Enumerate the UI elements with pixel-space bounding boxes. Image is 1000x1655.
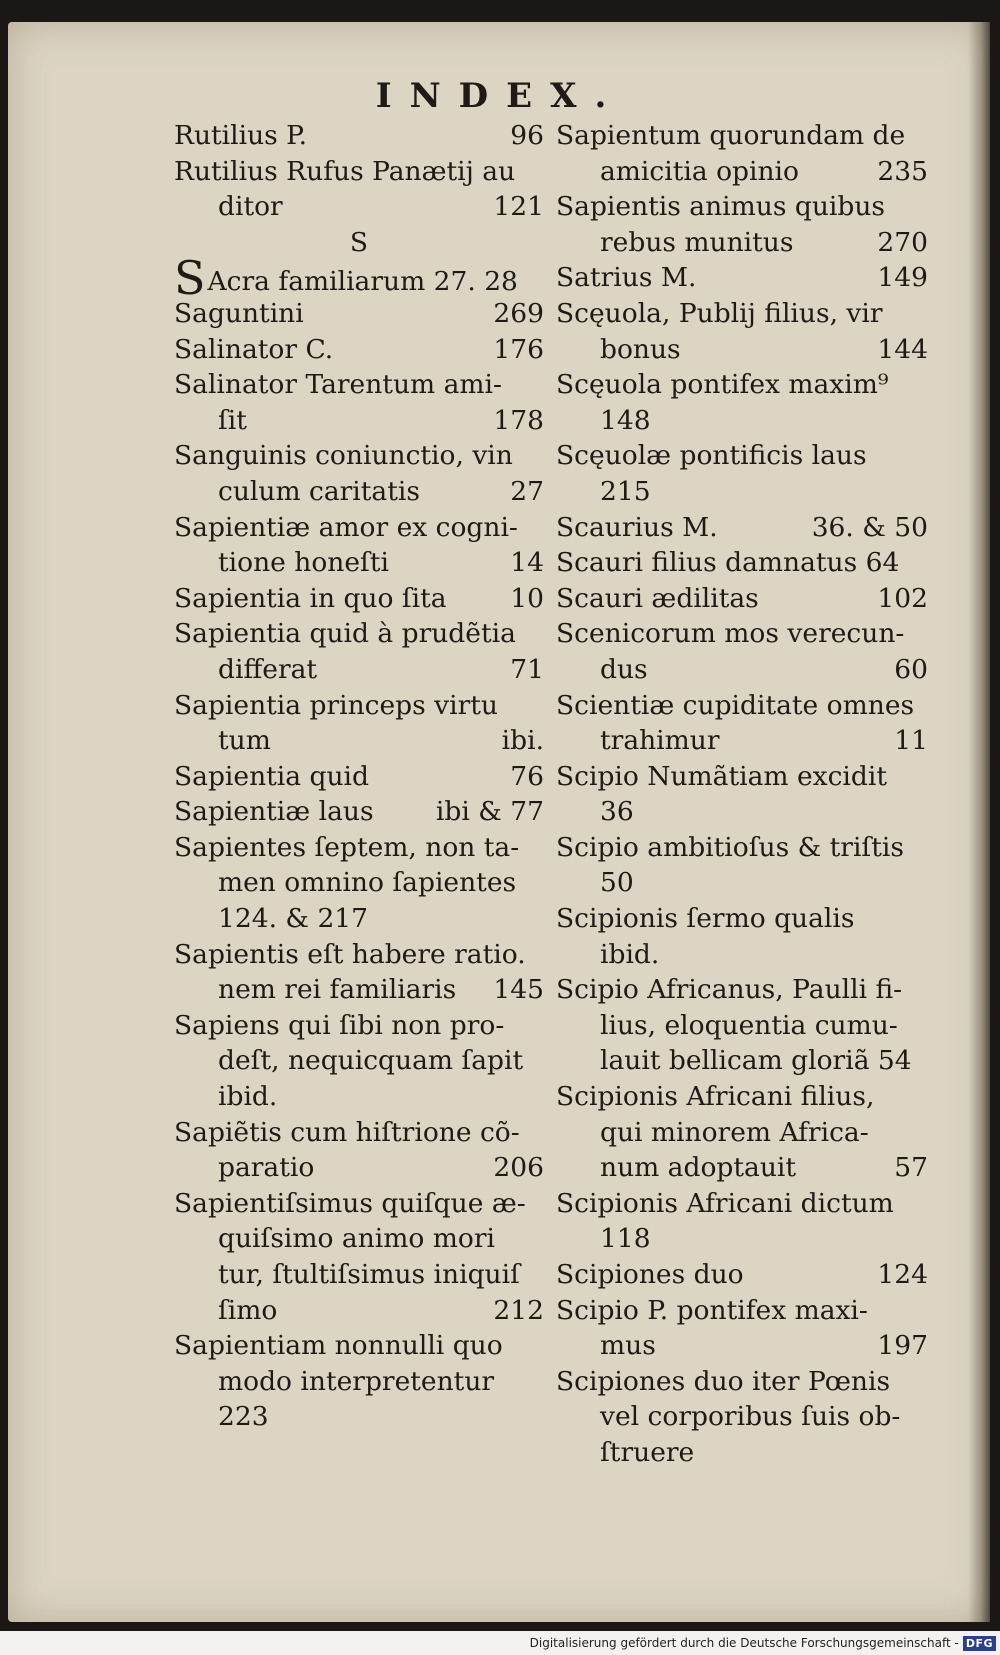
index-line bbox=[174, 652, 544, 688]
page-reference: 149 bbox=[877, 262, 928, 294]
index-line bbox=[556, 225, 928, 261]
index-line bbox=[556, 1043, 928, 1079]
index-entry bbox=[556, 1364, 928, 1471]
index-entry bbox=[556, 581, 928, 617]
index-line bbox=[556, 723, 928, 759]
page-reference: 270 bbox=[877, 226, 928, 258]
index-line bbox=[556, 688, 928, 724]
index-line bbox=[556, 794, 928, 830]
index-line bbox=[556, 972, 928, 1008]
index-term: ibid. bbox=[600, 938, 660, 970]
index-entry bbox=[556, 118, 928, 189]
index-line bbox=[556, 438, 928, 474]
index-line bbox=[556, 759, 928, 795]
index-term: 36 bbox=[600, 796, 634, 828]
page-reference: 144 bbox=[877, 333, 928, 365]
index-term: Sapientia in quo ſita bbox=[174, 582, 447, 614]
index-term: qui minorem Africa- bbox=[600, 1116, 869, 1148]
page-reference: 76 bbox=[510, 760, 544, 792]
index-line bbox=[556, 545, 928, 581]
page-reference: 27 bbox=[510, 475, 544, 507]
index-line bbox=[174, 332, 544, 368]
index-entry bbox=[556, 438, 928, 509]
page-reference: 145 bbox=[493, 974, 544, 1006]
index-line bbox=[556, 1186, 928, 1222]
index-entry bbox=[174, 1115, 544, 1186]
index-entry bbox=[556, 367, 928, 438]
index-line bbox=[174, 972, 544, 1008]
index-term: Sapiens qui ſibi non pro- bbox=[174, 1009, 505, 1041]
index-line bbox=[174, 688, 544, 724]
index-entry bbox=[556, 972, 928, 1079]
index-term: nem rei familiaris bbox=[218, 974, 457, 1006]
index-term: Scipiones duo iter Pœnis bbox=[556, 1365, 891, 1397]
index-line bbox=[174, 937, 544, 973]
index-entry bbox=[174, 332, 544, 368]
index-term: 148 bbox=[600, 404, 651, 436]
page-reference: 36. & 50 bbox=[811, 511, 928, 543]
page-reference: 121 bbox=[493, 191, 544, 223]
drop-cap: S bbox=[174, 251, 206, 306]
index-line bbox=[174, 1293, 544, 1329]
index-entry bbox=[556, 688, 928, 759]
index-term: Sapientum quorundam de bbox=[556, 120, 906, 151]
index-term: men omnino ſapientes bbox=[218, 867, 517, 899]
index-line bbox=[556, 1293, 928, 1329]
index-term: Scipio ambitioſus & triſtis bbox=[556, 831, 904, 863]
index-term bbox=[174, 251, 518, 306]
index-line bbox=[174, 1364, 544, 1400]
index-term: culum caritatis bbox=[218, 475, 420, 507]
index-line bbox=[556, 865, 928, 901]
index-term: Sapientes ſeptem, non ta- bbox=[174, 831, 520, 863]
index-line bbox=[556, 1008, 928, 1044]
index-entry bbox=[174, 616, 544, 687]
index-line bbox=[556, 1435, 928, 1471]
index-term: Scipio P. pontifex maxi- bbox=[556, 1294, 868, 1326]
index-entry bbox=[174, 225, 544, 261]
section-letter: S bbox=[349, 226, 369, 258]
index-line bbox=[556, 154, 928, 190]
index-entry bbox=[174, 937, 544, 1008]
index-line bbox=[174, 438, 544, 474]
index-term: deſt, nequicquam ſapit bbox=[218, 1045, 524, 1077]
page-reference: 60 bbox=[894, 653, 928, 685]
index-line bbox=[174, 1008, 544, 1044]
index-entry bbox=[174, 296, 544, 332]
index-term: Scenicorum mos verecun- bbox=[556, 618, 905, 650]
page-reference: 269 bbox=[493, 297, 544, 329]
index-line bbox=[556, 367, 928, 403]
index-term: Scauri filius damnatus 64 bbox=[556, 547, 900, 579]
page-reference: ibi & 77 bbox=[435, 796, 544, 828]
index-entry bbox=[174, 118, 544, 154]
index-line bbox=[174, 189, 544, 225]
index-entry bbox=[174, 1328, 544, 1435]
index-term: Scauri ædilitas bbox=[556, 582, 759, 614]
index-line bbox=[174, 865, 544, 901]
index-term: ibid. bbox=[218, 1081, 278, 1113]
footer-bar bbox=[0, 1631, 1000, 1655]
index-entry bbox=[556, 510, 928, 546]
index-term: Scientiæ cupiditate omnes bbox=[556, 689, 915, 721]
page-reference: 57 bbox=[894, 1152, 928, 1184]
index-term: Scęuola pontifex maxim⁹ bbox=[556, 369, 889, 401]
index-line bbox=[174, 1328, 544, 1364]
index-line bbox=[556, 189, 928, 225]
index-entry bbox=[556, 830, 928, 901]
index-term: lius, eloquentia cumu- bbox=[600, 1009, 898, 1041]
index-line bbox=[556, 901, 928, 937]
index-term: Sapientia quid bbox=[174, 760, 369, 792]
index-term: Scipionis Africani dictum bbox=[556, 1187, 894, 1219]
index-term: Rutilius Rufus Panætij au bbox=[174, 155, 516, 187]
index-line bbox=[174, 118, 544, 154]
index-line bbox=[556, 1364, 928, 1400]
index-entry bbox=[556, 616, 928, 687]
index-entry bbox=[174, 759, 544, 795]
index-line bbox=[174, 901, 544, 937]
index-line bbox=[174, 581, 544, 617]
index-line bbox=[174, 1079, 544, 1115]
index-term: Saguntini bbox=[174, 297, 304, 329]
index-term: Sapiẽtis cum hiſtrione cõ- bbox=[174, 1116, 520, 1148]
page-reference: 124 bbox=[877, 1259, 928, 1290]
page-reference: 11 bbox=[894, 725, 928, 757]
page-reference: 102 bbox=[877, 582, 928, 614]
dfg-logo: DFG bbox=[963, 1636, 996, 1651]
index-term: vel corporibus ſuis ob- bbox=[600, 1401, 901, 1433]
index-line bbox=[556, 1115, 928, 1151]
index-term-text: Acra familiarum 27. 28 bbox=[207, 266, 518, 298]
index-term: Scaurius M. bbox=[556, 511, 718, 543]
index-term: 124. & 217 bbox=[218, 903, 369, 935]
index-term: Rutilius P. bbox=[174, 120, 308, 151]
index-term: Scęuola, Publij filius, vir bbox=[556, 297, 883, 329]
index-entry bbox=[174, 367, 544, 438]
index-entry bbox=[556, 1257, 928, 1293]
index-term: quiſsimo animo mori bbox=[218, 1223, 495, 1255]
index-entry bbox=[174, 438, 544, 509]
index-term: Satrius M. bbox=[556, 262, 697, 294]
index-term: 215 bbox=[600, 475, 651, 507]
page-reference: 176 bbox=[493, 333, 544, 365]
index-term: lauit bellicam gloriã 54 bbox=[600, 1045, 912, 1077]
index-term: ſtruere bbox=[600, 1436, 695, 1468]
index-term: Sapientia quid à prudẽtia bbox=[174, 618, 516, 650]
index-term: Sapientiæ laus bbox=[174, 796, 374, 828]
footer-credit: Digitalisierung gefördert durch die Deutsche Forschungsgemeinschaft - bbox=[529, 1636, 959, 1650]
index-term: tum bbox=[218, 725, 271, 757]
index-line bbox=[556, 332, 928, 368]
index-term: Sapientiam nonnulli quo bbox=[174, 1330, 503, 1362]
index-term: Sapientia princeps virtu bbox=[174, 689, 499, 721]
index-entry bbox=[174, 1186, 544, 1328]
index-term: tur, ſtultiſsimus iniquiſ bbox=[218, 1259, 520, 1290]
page-edge-shadow bbox=[968, 22, 990, 1622]
index-line bbox=[174, 1221, 544, 1257]
index-line bbox=[174, 1399, 544, 1435]
index-term: Scipionis ſermo qualis bbox=[556, 903, 855, 935]
index-term: trahimur bbox=[600, 725, 720, 757]
index-line bbox=[174, 759, 544, 795]
index-line bbox=[174, 616, 544, 652]
index-entry bbox=[556, 759, 928, 830]
page-reference: 10 bbox=[510, 582, 544, 614]
index-line bbox=[556, 1328, 928, 1364]
index-entry bbox=[556, 901, 928, 972]
index-line bbox=[556, 510, 928, 546]
index-term: Sapientiæ amor ex cogni- bbox=[174, 511, 518, 543]
index-entry bbox=[174, 794, 544, 830]
index-line bbox=[174, 723, 544, 759]
index-term: ditor bbox=[218, 191, 283, 223]
index-term: tione honeſti bbox=[218, 547, 389, 579]
index-line bbox=[556, 1079, 928, 1115]
index-term: Salinator Tarentum ami- bbox=[174, 369, 502, 401]
index-line bbox=[174, 545, 544, 581]
index-line bbox=[556, 403, 928, 439]
index-line bbox=[556, 581, 928, 617]
index-entry bbox=[556, 545, 928, 581]
index-line bbox=[556, 1257, 928, 1293]
index-line bbox=[556, 937, 928, 973]
index-entry bbox=[174, 154, 544, 225]
index-line bbox=[174, 251, 544, 306]
index-term: Sapientis eſt habere ratio. bbox=[174, 938, 526, 970]
index-line bbox=[174, 794, 544, 830]
index-line bbox=[556, 474, 928, 510]
index-entry bbox=[556, 1079, 928, 1186]
index-line bbox=[556, 296, 928, 332]
index-line bbox=[556, 260, 928, 296]
index-line bbox=[556, 1399, 928, 1435]
index-line bbox=[174, 1150, 544, 1186]
index-term: ſit bbox=[218, 404, 247, 436]
index-term: ſimo bbox=[218, 1294, 278, 1326]
index-term: 50 bbox=[600, 867, 634, 899]
page-reference: ibi. bbox=[501, 725, 544, 757]
page-reference: 206 bbox=[493, 1152, 544, 1184]
index-line bbox=[556, 1150, 928, 1186]
index-entry bbox=[174, 830, 544, 937]
index-entry bbox=[556, 1293, 928, 1364]
index-term: Salinator C. bbox=[174, 333, 334, 365]
index-line bbox=[174, 403, 544, 439]
index-line bbox=[174, 474, 544, 510]
index-line bbox=[556, 118, 928, 154]
index-term: amicitia opinio bbox=[600, 155, 799, 187]
index-term: mus bbox=[600, 1330, 656, 1362]
index-term: rebus munitus bbox=[600, 226, 794, 258]
index-term: modo interpretentur bbox=[218, 1365, 495, 1397]
index-term: Sanguinis coniunctio, vin bbox=[174, 440, 513, 472]
index-line bbox=[174, 1115, 544, 1151]
index-term: differat bbox=[218, 653, 318, 685]
index-entry bbox=[174, 688, 544, 759]
index-entry bbox=[174, 251, 544, 306]
index-term: Scipionis Africani filius, bbox=[556, 1081, 875, 1113]
index-term: 223 bbox=[218, 1401, 269, 1433]
index-line bbox=[174, 1257, 544, 1293]
index-entry bbox=[556, 296, 928, 367]
index-column-left bbox=[174, 118, 544, 1435]
index-line bbox=[556, 830, 928, 866]
page-reference: 96 bbox=[510, 120, 544, 151]
index-line bbox=[174, 296, 544, 332]
index-line bbox=[174, 1043, 544, 1079]
index-term: bonus bbox=[600, 333, 681, 365]
page-reference: 212 bbox=[493, 1294, 544, 1326]
index-entry bbox=[174, 510, 544, 581]
index-line bbox=[556, 616, 928, 652]
page-reference: 197 bbox=[877, 1330, 928, 1362]
index-term: Sapientiſsimus quiſque æ- bbox=[174, 1187, 526, 1219]
index-term: 118 bbox=[600, 1223, 651, 1255]
index-term: Scipio Africanus, Paulli fi- bbox=[556, 974, 903, 1006]
index-entry bbox=[556, 189, 928, 260]
index-line bbox=[556, 652, 928, 688]
index-entry bbox=[556, 260, 928, 296]
index-column-right bbox=[556, 118, 928, 1471]
index-line bbox=[556, 1221, 928, 1257]
index-entry bbox=[556, 1186, 928, 1257]
page-reference: 235 bbox=[877, 155, 928, 187]
index-term: dus bbox=[600, 653, 648, 685]
page-reference: 178 bbox=[493, 404, 544, 436]
index-line bbox=[174, 510, 544, 546]
page-header: INDEX. bbox=[375, 76, 625, 116]
index-line bbox=[174, 1186, 544, 1222]
index-line bbox=[174, 367, 544, 403]
index-term: Scipio Numãtiam excidit bbox=[556, 760, 887, 792]
index-term: Sapientis animus quibus bbox=[556, 191, 885, 223]
index-term: num adoptauit bbox=[600, 1152, 797, 1184]
page-reference: 14 bbox=[510, 547, 544, 579]
index-line bbox=[174, 830, 544, 866]
index-term: paratio bbox=[218, 1152, 315, 1184]
index-term: Scipiones duo bbox=[556, 1259, 744, 1290]
page-reference: 71 bbox=[510, 653, 544, 685]
index-term: Scęuolæ pontificis laus bbox=[556, 440, 867, 472]
index-entry bbox=[174, 581, 544, 617]
index-entry bbox=[174, 1008, 544, 1115]
index-line bbox=[174, 154, 544, 190]
